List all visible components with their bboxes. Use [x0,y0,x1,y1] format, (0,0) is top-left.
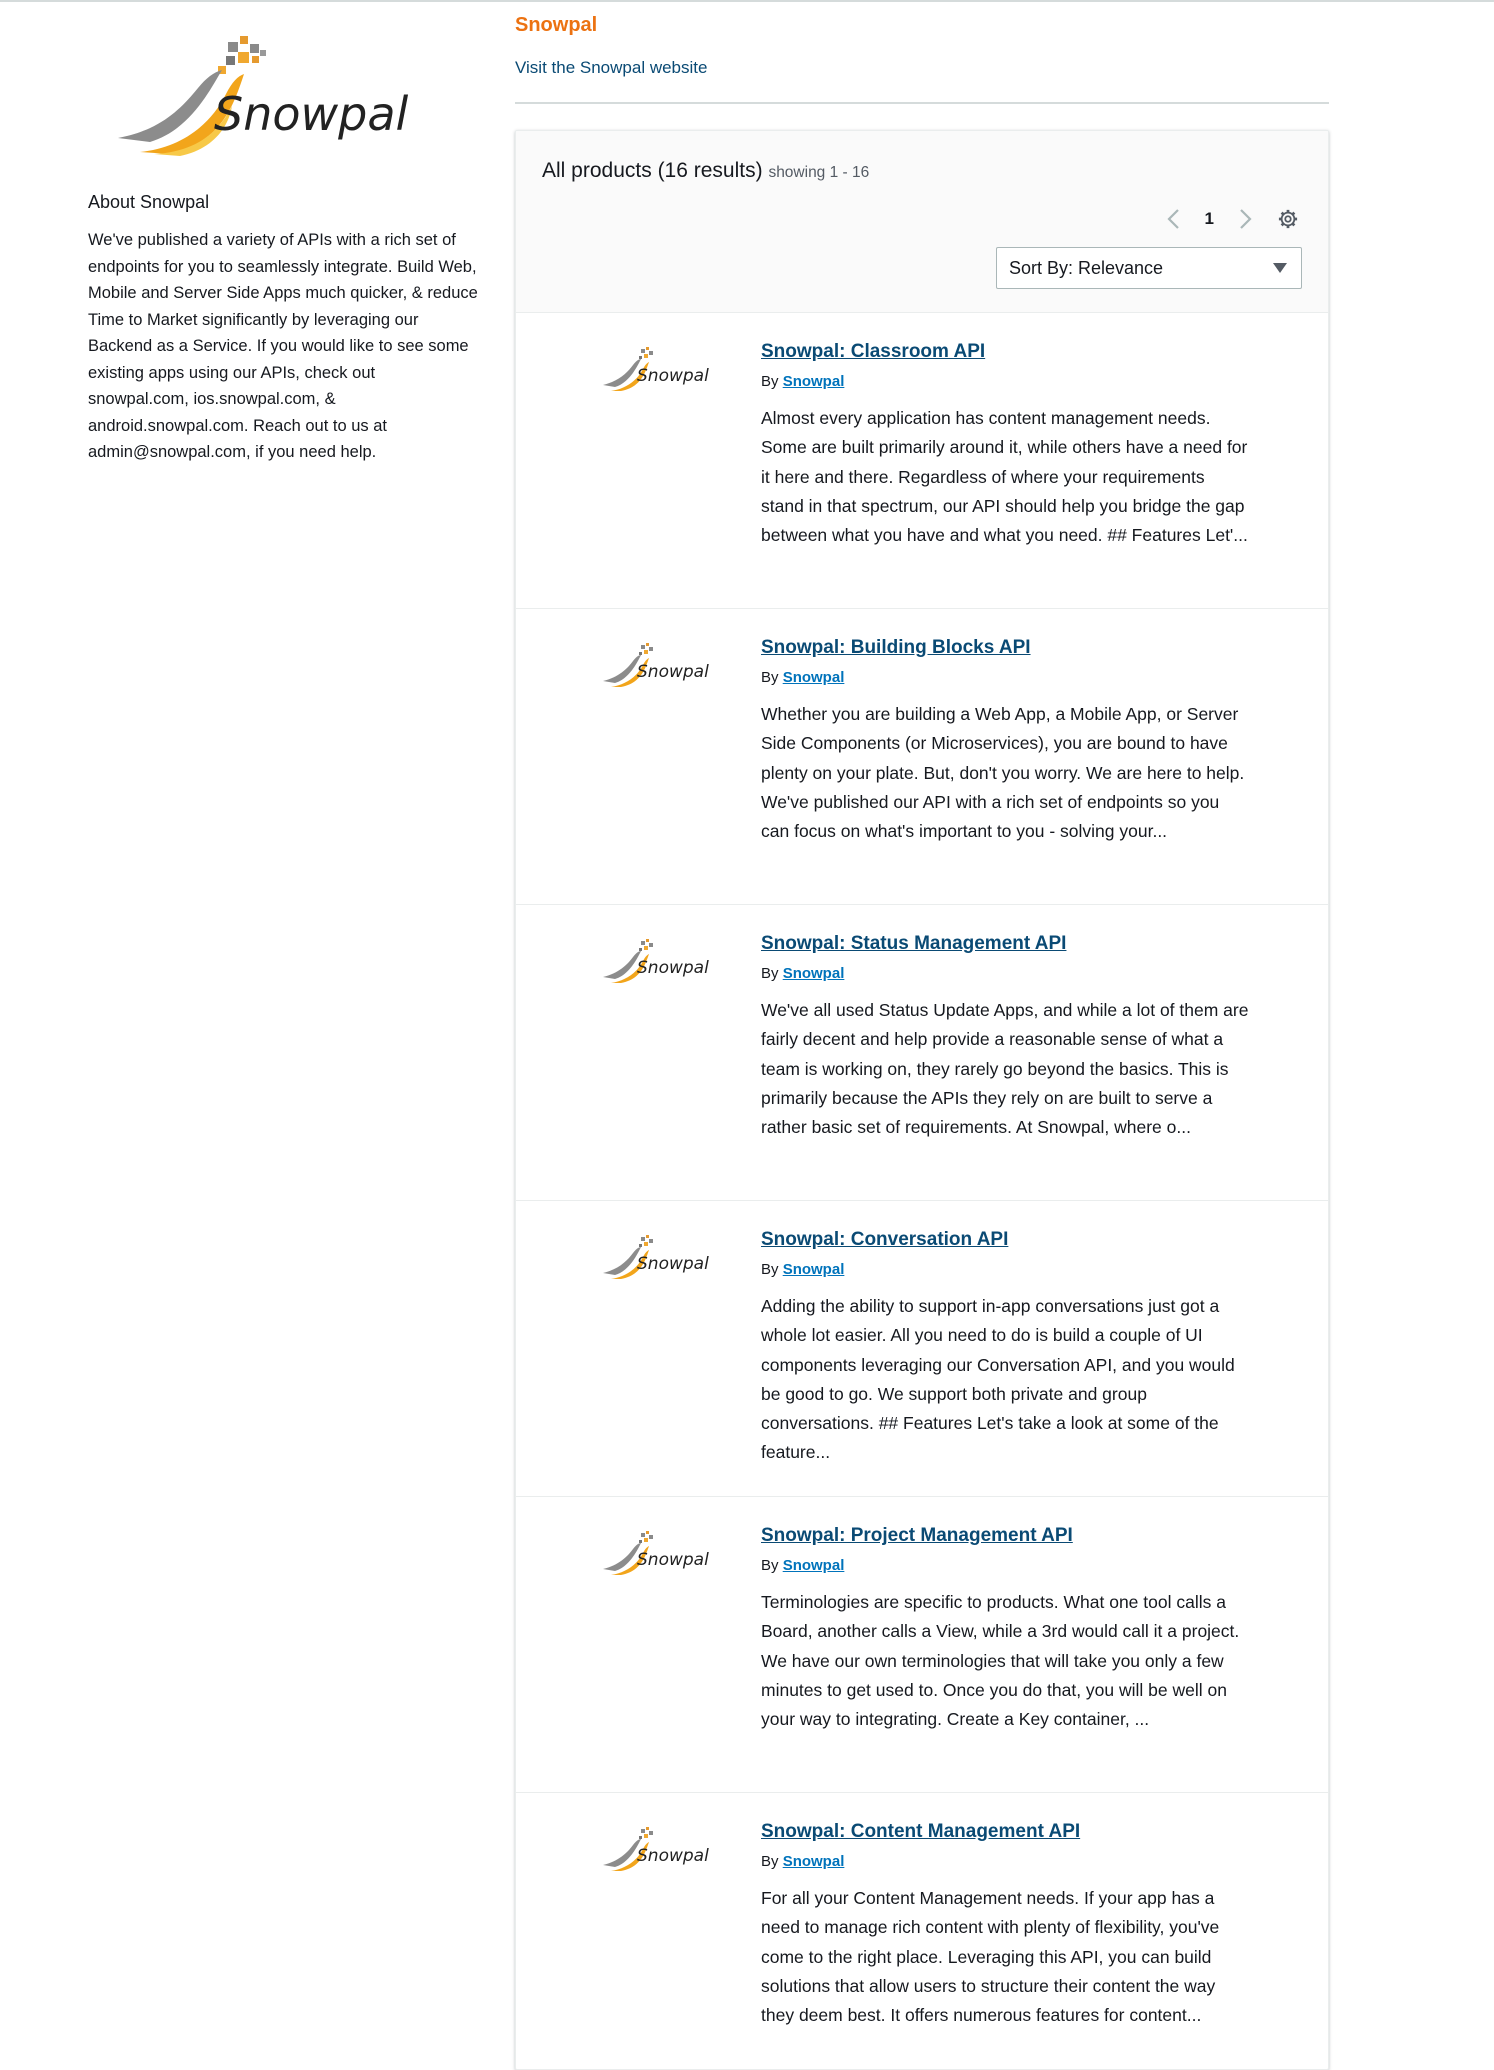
product-description: For all your Content Management needs. If your app has a need to manage rich content with plenty of flexibility, you've come to the right place. Leveraging this API, you can build solutions that allow users to structure their content the way they deem best. It offers numerous features for content... [761,1888,1220,2026]
svg-text:Snowpal: Snowpal [637,1550,709,1570]
svg-text:Snowpal: Snowpal [214,87,409,141]
product-body [761,1229,1251,1468]
product-list [516,313,1328,2070]
products-panel-header [516,131,1328,313]
vendor-name: Snowpal [515,14,598,36]
current-page[interactable]: 1 [1204,209,1214,228]
product-card [516,905,1328,1201]
product-byline [761,373,1251,390]
by-label: By [761,965,779,982]
product-author-link[interactable]: Snowpal [782,669,845,686]
by-label: By [761,669,779,686]
product-title-link[interactable]: Snowpal: Building Blocks API [761,637,1031,658]
product-author-link[interactable]: Snowpal [782,373,845,390]
products-panel [515,130,1329,2070]
product-description: Terminologies are specific to products. What one tool calls a Board, another calls a View, while a 3rd would call it a project. We have our own terminologies that will take you only a few minutes to get used to. Once you do that, you will be well on your way to integrating. Create a Key container, ... [761,1592,1240,1730]
by-label: By [761,1261,779,1278]
product-body [761,1821,1251,2030]
product-body [761,341,1251,550]
about-title: About Snowpal [88,192,210,212]
results-title: All products [542,159,652,182]
prev-page-button[interactable] [1163,207,1183,231]
caret-down-icon [1273,263,1287,273]
svg-text:Snowpal: Snowpal [637,366,709,386]
preferences-button[interactable] [1278,207,1298,231]
product-title-link[interactable]: Snowpal: Classroom API [761,341,986,362]
pagination [1163,207,1298,231]
snowpal-logo-icon [601,641,711,691]
product-author-link[interactable]: Snowpal [782,1261,845,1278]
results-count: (16 results) [657,159,763,182]
sort-select[interactable] [996,247,1302,289]
product-logo[interactable] [601,345,711,395]
svg-text:Snowpal: Snowpal [637,958,709,978]
product-logo[interactable] [601,1233,711,1283]
product-description: Adding the ability to support in-app conversations just got a whole lot easier. All you need to do is build a couple of UI components leveraging our Conversation API, and you would be good to go. We support both private and group conversations. ## Features Let's take a look at some of the feature... [761,1296,1235,1463]
product-author-link[interactable]: Snowpal [782,1557,845,1574]
gear-icon [1278,208,1298,230]
vendor-logo [110,30,430,160]
product-description: We've all used Status Update Apps, and while a lot of them are fairly decent and help provide a reasonable sense of what a team is working on, they rarely go beyond the basics. This is primarily because the APIs they rely on are built to serve a rather basic set of requirements. At Snowpal, where o... [761,1000,1249,1138]
product-author-link[interactable]: Snowpal [782,1853,845,1870]
snowpal-logo-icon [601,1233,711,1283]
product-logo[interactable] [601,641,711,691]
product-byline [761,669,1251,686]
svg-text:Snowpal: Snowpal [637,1254,709,1274]
by-label: By [761,1853,779,1870]
snowpal-logo-icon [601,345,711,395]
product-byline [761,1853,1251,1870]
snowpal-logo-icon [601,937,711,987]
product-title-link[interactable]: Snowpal: Conversation API [761,1229,1009,1250]
product-description: Almost every application has content management needs. Some are built primarily around it, while others have a need for it here and there. Regardless of where your requirements stand in that spectrum, our API should help you bridge the gap between what you have and what you need. ## Features Let'... [761,408,1248,546]
chevron-left-icon [1166,208,1180,230]
product-title-link[interactable]: Snowpal: Content Management API [761,1821,1081,1842]
product-card [516,1497,1328,1793]
next-page-button[interactable] [1236,207,1256,231]
product-body [761,1525,1251,1734]
results-heading [542,159,869,183]
divider [515,102,1329,104]
product-logo[interactable] [601,937,711,987]
product-card [516,1793,1328,2070]
product-byline [761,1557,1251,1574]
by-label: By [761,1557,779,1574]
product-card [516,313,1328,609]
product-title-link[interactable]: Snowpal: Status Management API [761,933,1067,954]
product-byline [761,1261,1251,1278]
product-logo[interactable] [601,1529,711,1579]
sort-label: Sort By: Relevance [1009,257,1164,278]
product-body [761,637,1251,846]
product-byline [761,965,1251,982]
product-title-link[interactable]: Snowpal: Project Management API [761,1525,1073,1546]
vendor-website-link[interactable]: Visit the Snowpal website [515,58,708,77]
product-body [761,933,1251,1142]
snowpal-logo-icon [110,30,430,160]
svg-text:Snowpal: Snowpal [637,662,709,682]
snowpal-logo-icon [601,1825,711,1875]
snowpal-logo-icon [601,1529,711,1579]
results-range: showing 1 - 16 [768,164,870,181]
about-text: We've published a variety of APIs with a rich set of endpoints for you to seamlessly integrate. Build Web, Mobile and Server Side Apps much quicker, & reduce Time to Market significantly by leveraging our Backend as a Service. If you would like to see some existing apps using our APIs, check out snowpal.com, ios.snowpal.com, & android.snowpal.com. Reach out to us at admin@snowpal.com, if you need help. [88,231,478,461]
svg-text:Snowpal: Snowpal [637,1846,709,1866]
vendor-sidebar [88,30,478,466]
product-description: Whether you are building a Web App, a Mobile App, or Server Side Components (or Microservices), you are bound to have plenty on your plate. But, don't you worry. We are here to help. We've published our API with a rich set of endpoints so you can focus on what's important to you - solving your... [761,704,1245,842]
chevron-right-icon [1239,208,1253,230]
product-card [516,609,1328,905]
product-logo[interactable] [601,1825,711,1875]
product-card [516,1201,1328,1497]
product-author-link[interactable]: Snowpal [782,965,845,982]
by-label: By [761,373,779,390]
top-border [0,0,1494,2]
